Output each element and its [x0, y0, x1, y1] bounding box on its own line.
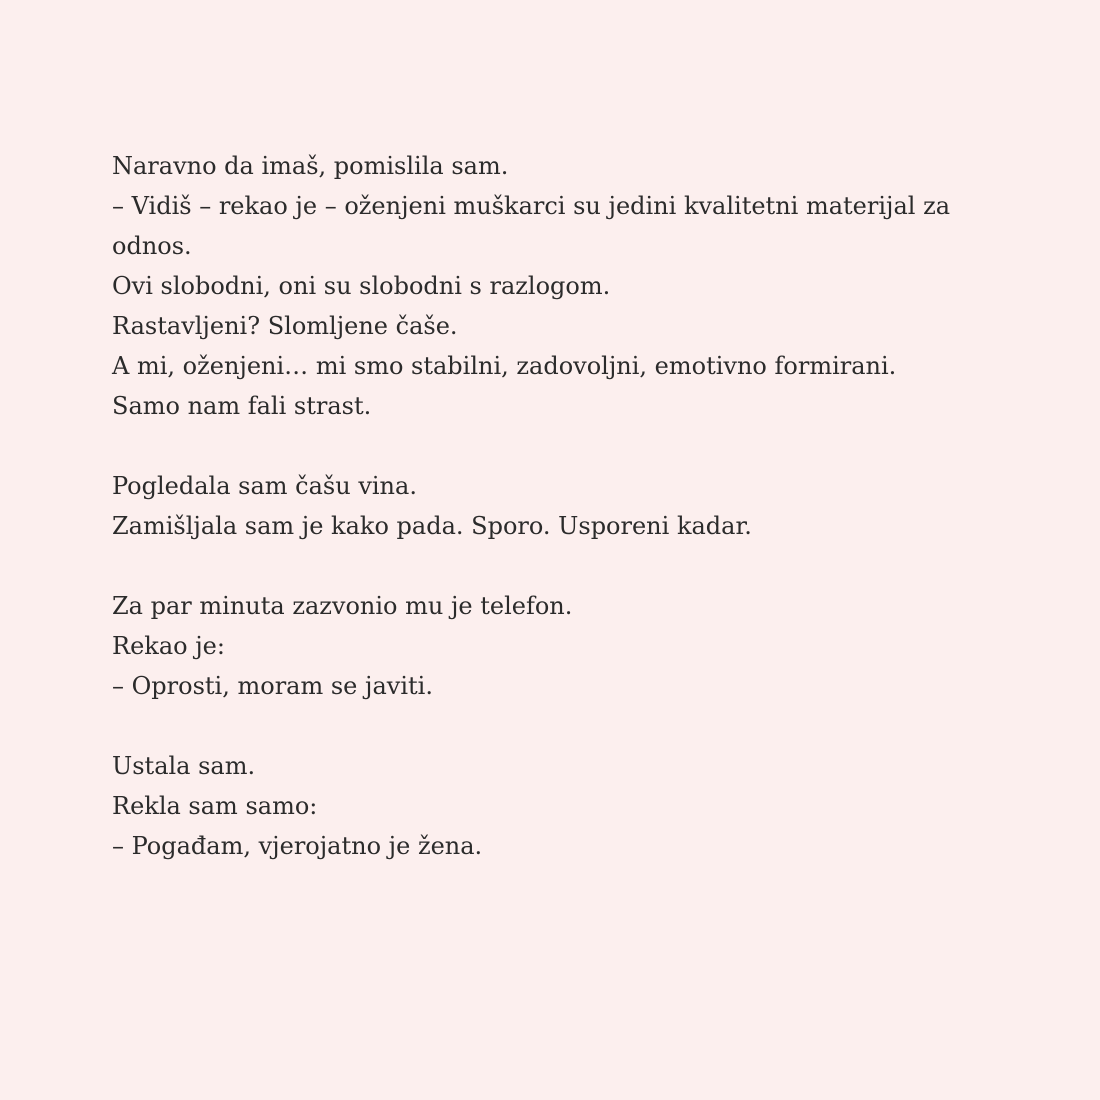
text-line: Ovi slobodni, oni su slobodni s razlogom. — [112, 272, 611, 300]
text-line: Za par minuta zazvonio mu je telefon. — [112, 592, 573, 620]
paragraph-2 — [112, 466, 992, 546]
story-text — [112, 146, 992, 866]
text-line: – Pogađam, vjerojatno je žena. — [112, 832, 483, 860]
text-line: Naravno da imaš, pomislila sam. — [112, 152, 509, 180]
text-line: – Vidiš – rekao je – oženjeni muškarci su jedini kvalitetni materijal za odnos. — [112, 192, 951, 260]
text-line: Samo nam fali strast. — [112, 392, 372, 420]
text-line: A mi, oženjeni… mi smo stabilni, zadovoljni, emotivno formirani. — [112, 352, 897, 380]
paragraph-1 — [112, 146, 992, 426]
text-line: Rekla sam samo: — [112, 792, 318, 820]
paragraph-4 — [112, 746, 992, 866]
text-line: Ustala sam. — [112, 752, 256, 780]
text-line: Rastavljeni? Slomljene čaše. — [112, 312, 458, 340]
text-line: – Oprosti, moram se javiti. — [112, 672, 433, 700]
text-line: Rekao je: — [112, 632, 225, 660]
text-line: Pogledala sam čašu vina. — [112, 472, 417, 500]
text-line: Zamišljala sam je kako pada. Sporo. Usporeni kadar. — [112, 512, 752, 540]
paragraph-3 — [112, 586, 992, 706]
